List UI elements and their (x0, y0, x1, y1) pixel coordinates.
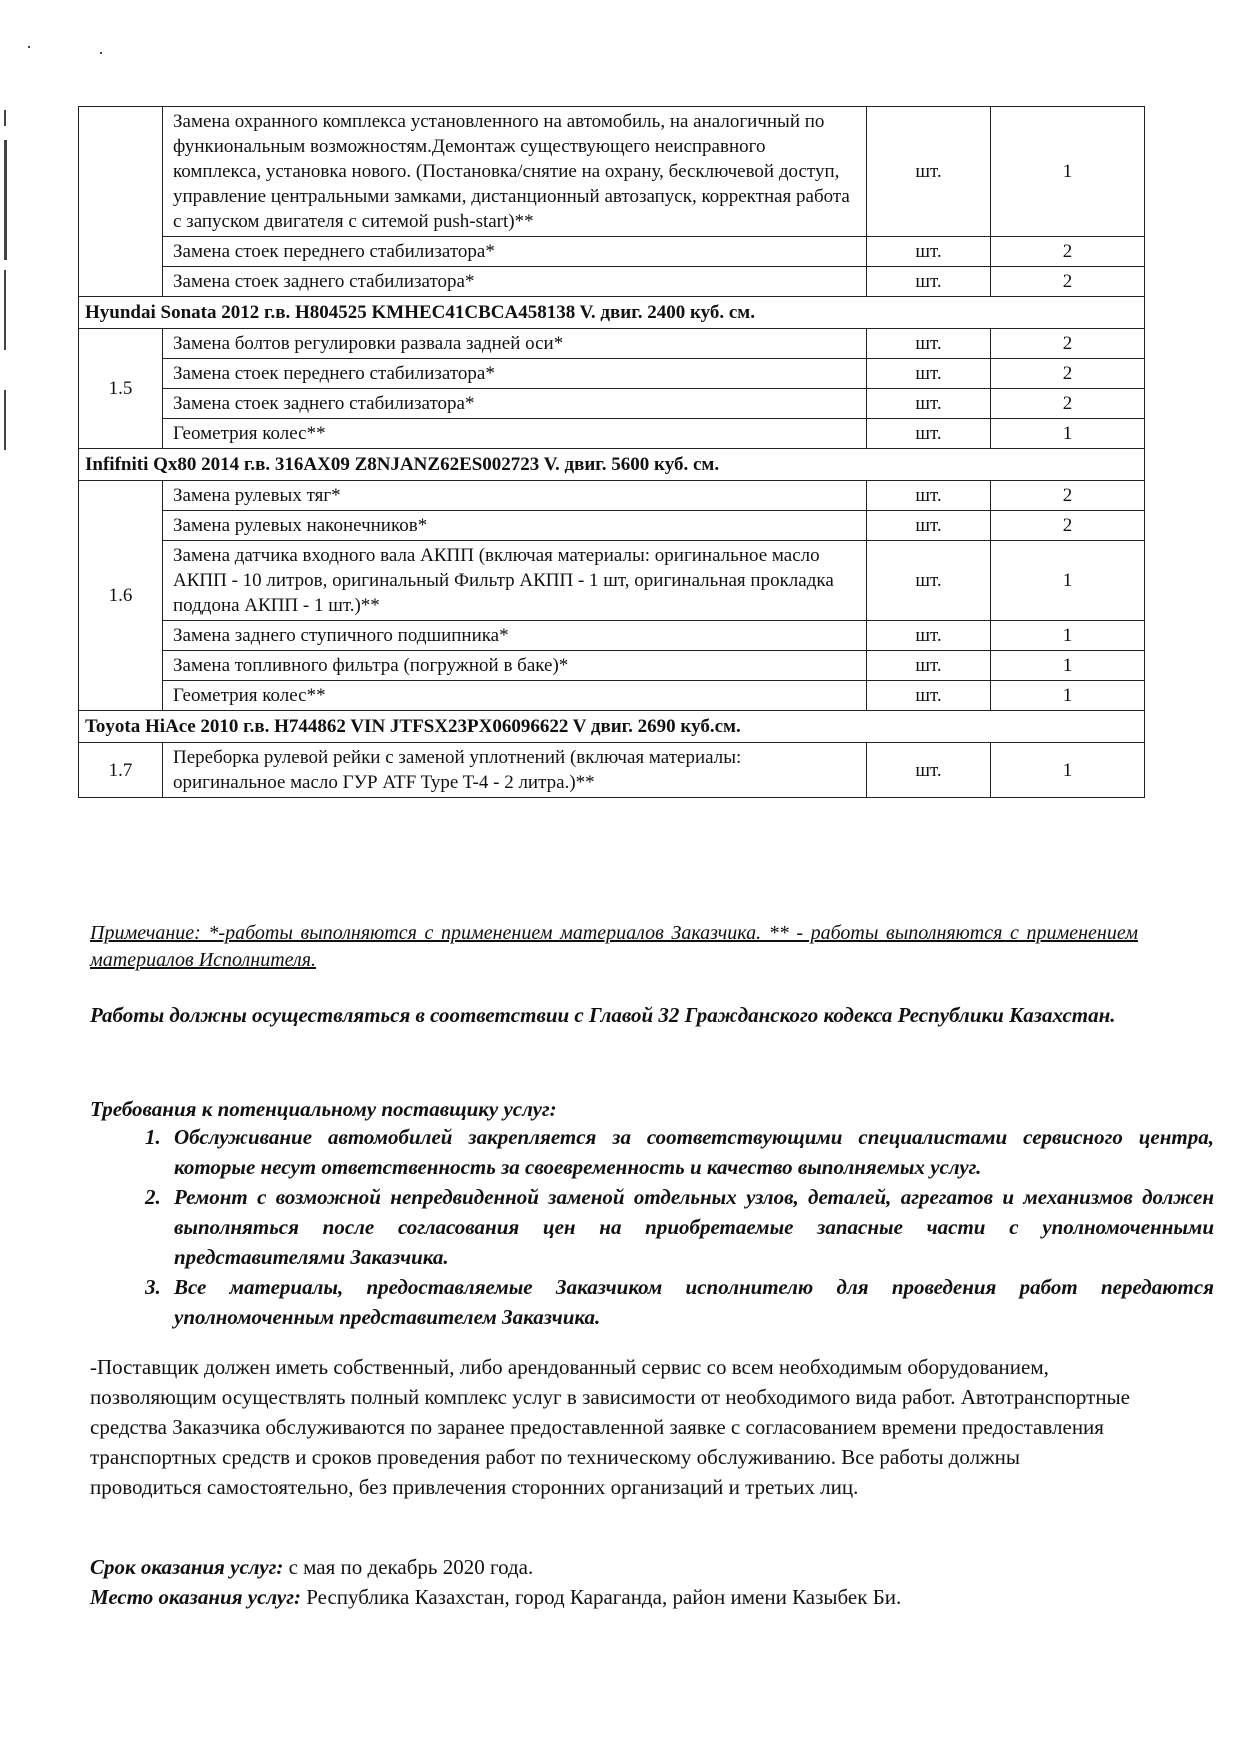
service-place-label: Место оказания услуг: (90, 1585, 301, 1609)
service-period-label: Срок оказания услуг: (90, 1555, 284, 1579)
quantity-cell: 1 (991, 107, 1145, 237)
table-row (79, 419, 1145, 449)
requirements-list (90, 1122, 1214, 1332)
quantity-cell: 2 (991, 389, 1145, 419)
unit-cell: шт. (867, 329, 991, 359)
table-row (79, 267, 1145, 297)
quantity-cell: 2 (991, 237, 1145, 267)
quantity-cell: 2 (991, 511, 1145, 541)
quantity-cell: 2 (991, 359, 1145, 389)
unit-cell: шт. (867, 107, 991, 237)
works-table (78, 106, 1145, 798)
service-period-value: с мая по декабрь 2020 года. (283, 1555, 534, 1579)
service-place-value: Республика Казахстан, город Караганда, район имени Казыбек Би. (300, 1585, 902, 1609)
item-number-cell: 1.6 (79, 481, 163, 711)
table-row (79, 329, 1145, 359)
work-description: Замена стоек заднего стабилизатора* (163, 267, 867, 297)
table-row (79, 681, 1145, 711)
vehicle-header-row (79, 297, 1145, 329)
vehicle-header-row (79, 449, 1145, 481)
vehicle-title: Infifniti Qx80 2014 г.в. 316AX09 Z8NJANZ62ES002723 V. двиг. 5600 куб. см. (79, 449, 1145, 481)
unit-cell: шт. (867, 621, 991, 651)
table-row (79, 541, 1145, 621)
vehicle-header-row (79, 711, 1145, 743)
work-description: Замена датчика входного вала АКПП (включая материалы: оригинальное масло АКПП - 10 литров, оригинальный Фильтр АКПП - 1 шт, оригинальная прокладка поддона АКПП - 1 шт.)** (163, 541, 867, 621)
quantity-cell: 1 (991, 419, 1145, 449)
service-place (90, 1582, 1138, 1612)
work-description: Геометрия колес** (163, 681, 867, 711)
item-number-cell: 1.7 (79, 743, 163, 798)
table-row (79, 743, 1145, 798)
quantity-cell: 1 (991, 651, 1145, 681)
work-description: Замена стоек переднего стабилизатора* (163, 359, 867, 389)
list-item: 1. Обслуживание автомобилей закрепляется за соответствующими специалистами сервисного центра, которые несут ответственность за своевременность и качество выполняемых услуг. (166, 1122, 1214, 1182)
unit-cell: шт. (867, 359, 991, 389)
work-description: Замена рулевых наконечников* (163, 511, 867, 541)
legal-statement: Работы должны осуществляться в соответствии с Главой 32 Гражданского кодекса Республики Казахстан. (90, 1003, 1116, 1027)
unit-cell: шт. (867, 481, 991, 511)
unit-cell: шт. (867, 541, 991, 621)
list-item: 2. Ремонт с возможной непредвиденной заменой отдельных узлов, деталей, агрегатов и механизмов должен выполняться после согласования цен на приобретаемые запасные части с уполномоченными представителями Заказчика. (166, 1182, 1214, 1272)
unit-cell: шт. (867, 651, 991, 681)
quantity-cell: 2 (991, 329, 1145, 359)
quantity-cell: 1 (991, 621, 1145, 651)
item-number-cell (79, 107, 163, 297)
work-description: Геометрия колес** (163, 419, 867, 449)
table-row (79, 511, 1145, 541)
work-description: Замена топливного фильтра (погружной в баке)* (163, 651, 867, 681)
work-description: Замена заднего ступичного подшипника* (163, 621, 867, 651)
work-description: Переборка рулевой рейки с заменой уплотнений (включая материалы: оригинальное масло ГУР ATF Type T-4 - 2 литра.)** (163, 743, 867, 798)
table-row (79, 237, 1145, 267)
unit-cell: шт. (867, 419, 991, 449)
unit-cell: шт. (867, 743, 991, 798)
unit-cell: шт. (867, 511, 991, 541)
table-row (79, 651, 1145, 681)
unit-cell: шт. (867, 237, 991, 267)
requirements-title: Требования к потенциальному поставщику услуг: (90, 1097, 557, 1121)
list-item: 3. Все материалы, предоставляемые Заказчиком исполнителю для проведения работ передаются уполномоченным представителем Заказчика. (166, 1272, 1214, 1332)
work-description: Замена рулевых тяг* (163, 481, 867, 511)
table-row (79, 621, 1145, 651)
quantity-cell: 2 (991, 481, 1145, 511)
provider-requirements-paragraph: -Поставщик должен иметь собственный, либо арендованный сервис со всем необходимым оборудованием, позволяющим осуществлять полный комплекс услуг в зависимости от необходимого вида работ. Автотранспортные средства Заказчика обслуживаются по заранее предоставленной заявке с согласованием времени предоставления транспортных средств и сроков проведения работ по техническому обслуживанию. Все работы должны проводиться самостоятельно, без привлечения сторонних организаций и третьих лиц. (90, 1355, 1130, 1499)
quantity-cell: 2 (991, 267, 1145, 297)
item-number-cell: 1.5 (79, 329, 163, 449)
table-row (79, 481, 1145, 511)
table-row (79, 107, 1145, 237)
vehicle-title: Hyundai Sonata 2012 г.в. H804525 KMHEC41CBCA458138 V. двиг. 2400 куб. см. (79, 297, 1145, 329)
quantity-cell: 1 (991, 541, 1145, 621)
unit-cell: шт. (867, 389, 991, 419)
work-description: Замена стоек заднего стабилизатора* (163, 389, 867, 419)
table-note: Примечание: *-работы выполняются с применением материалов Заказчика. ** - работы выполняются с применением материалов Исполнителя. (90, 922, 1138, 971)
table-row (79, 359, 1145, 389)
work-description: Замена болтов регулировки развала задней оси* (163, 329, 867, 359)
service-period (90, 1552, 1138, 1582)
unit-cell: шт. (867, 681, 991, 711)
quantity-cell: 1 (991, 743, 1145, 798)
table-row (79, 389, 1145, 419)
vehicle-title: Toyota HiAce 2010 г.в. H744862 VIN JTFSX23PX06096622 V двиг. 2690 куб.см. (79, 711, 1145, 743)
quantity-cell: 1 (991, 681, 1145, 711)
work-description: Замена охранного комплекса установленного на автомобиль, на аналогичный по функиональным возможностям.Демонтаж существующего неисправного комплекса, установка нового. (Постановка/снятие на охрану, бесключевой доступ, управление центральными замками, дистанционный автозапуск, корректная работа с запуском двигателя с ситемой push-start)** (163, 107, 867, 237)
unit-cell: шт. (867, 267, 991, 297)
work-description: Замена стоек переднего стабилизатора* (163, 237, 867, 267)
